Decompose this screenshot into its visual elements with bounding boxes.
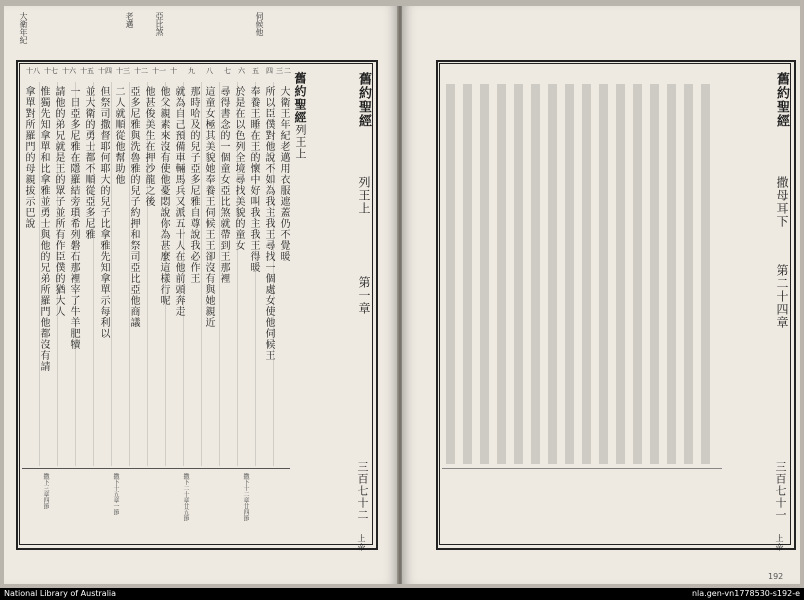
- reference-row: [442, 468, 722, 541]
- image-identifier: nla.gen-vn1778530-s192-e: [691, 589, 800, 598]
- margin-reference: 撒下十五章一節: [112, 473, 119, 515]
- reference-row: [22, 468, 290, 541]
- column-number: 五: [252, 67, 259, 75]
- pencil-page-number: 192: [768, 572, 784, 581]
- column-number: 十: [170, 67, 177, 75]
- inner-book-title: 舊約聖經: [293, 72, 307, 124]
- text-column: 就為自己預備車輛馬兵又派五十人在他前頭奔走: [173, 86, 184, 317]
- text-column: 惟獨先知拿單和比拿雅並勇士與他的兄弟所羅門他都沒有請: [38, 86, 49, 372]
- text-column: 拿單對所羅門的母親拔示巴說: [23, 86, 34, 229]
- header-note: 大衛年紀: [19, 12, 28, 44]
- body-text: [22, 86, 290, 466]
- margin-reference: 撒下十二章廿四節: [242, 473, 249, 521]
- chapter-label: 第一章: [357, 276, 371, 315]
- inner-section-title: 列王上: [294, 124, 307, 160]
- text-column: 一日亞多尼雅在隱羅結旁瑣希列磐石那裡宰了牛羊肥犢: [68, 86, 79, 350]
- margin-reference: 撒下三章四節: [42, 473, 49, 509]
- column-number: 十八: [26, 67, 40, 75]
- text-column: 請他的弟兄就是王的眾子並所有作臣僕的猶大人: [53, 86, 64, 317]
- column-number: 八: [206, 67, 213, 75]
- text-column: 大衛王年紀老邁用衣服遮蓋仍不覺暖: [278, 86, 289, 262]
- column-number: 九: [188, 67, 195, 75]
- text-column: 奉養王睡在王的懷中好叫我主我王得暖: [248, 86, 259, 273]
- column-number: 十三: [116, 67, 130, 75]
- header-note: 伺候他: [255, 12, 264, 36]
- column-number: 十四: [98, 67, 112, 75]
- book-title: 舊約聖經: [774, 72, 789, 128]
- column-number: 十六: [62, 67, 76, 75]
- column-number: 七: [224, 67, 231, 75]
- chapter-label: 第二十四章: [775, 264, 789, 329]
- text-column: 於是在以色列全境尋找美貌的童女: [233, 86, 244, 251]
- column-number: 十一: [152, 67, 166, 75]
- text-column: 所以臣僕對他說不如為我主我王尋找一個處女使他伺候王: [263, 86, 274, 361]
- header-note: 亞比煞: [155, 12, 164, 36]
- footer-mark: 上帝: [357, 534, 366, 552]
- left-page: [4, 6, 398, 584]
- page-number: 三百七十二: [356, 461, 369, 521]
- column-number: 六: [238, 67, 245, 75]
- right-page: [402, 6, 800, 584]
- text-column: 二人就順從他幫助他: [113, 86, 124, 185]
- book-title: 舊約聖經: [356, 72, 371, 128]
- text-column: 他甚俊美生在押沙龍之後: [143, 86, 154, 207]
- text-column: 並大衛的勇士都不順從亞多尼雅: [83, 86, 94, 240]
- show-through-text: [446, 84, 716, 464]
- column-number: 十五: [80, 67, 94, 75]
- column-number-row: [22, 66, 290, 80]
- header-note: 老邁: [125, 12, 134, 28]
- page-number: 三百七十一: [774, 461, 787, 521]
- text-column: 尋得書念的一個童女亞比煞就帶到王那裡: [218, 86, 229, 284]
- running-title: 撒母耳下: [775, 176, 789, 228]
- column-number: 十二: [134, 67, 148, 75]
- column-number: 二: [284, 67, 291, 75]
- text-column: 那時哈及的兒子亞多尼雅自尊說我必作王: [188, 86, 199, 284]
- text-column: 但祭司撒督耶何耶大的兒子比拿雅先知拿單示每利以: [98, 86, 109, 339]
- column-number: 三: [276, 67, 283, 75]
- footer-mark: 上帝: [775, 534, 784, 552]
- text-column: 這童女極其美貌她奉養王伺候王王卻沒有與她親近: [203, 86, 214, 328]
- library-name: National Library of Australia: [4, 589, 117, 598]
- text-column: 亞多尼雅與洗魯雅的兒子約押和祭司亞比亞他商議: [128, 86, 139, 328]
- text-column: 他父親素來沒有使他憂悶說你為甚麼這樣行呢: [158, 86, 169, 306]
- running-title: 列王上: [357, 176, 371, 215]
- margin-reference: 撒下二十章廿五節: [182, 473, 189, 521]
- library-attribution-bar: [0, 588, 804, 600]
- column-number: 十七: [44, 67, 58, 75]
- column-number: 四: [266, 67, 273, 75]
